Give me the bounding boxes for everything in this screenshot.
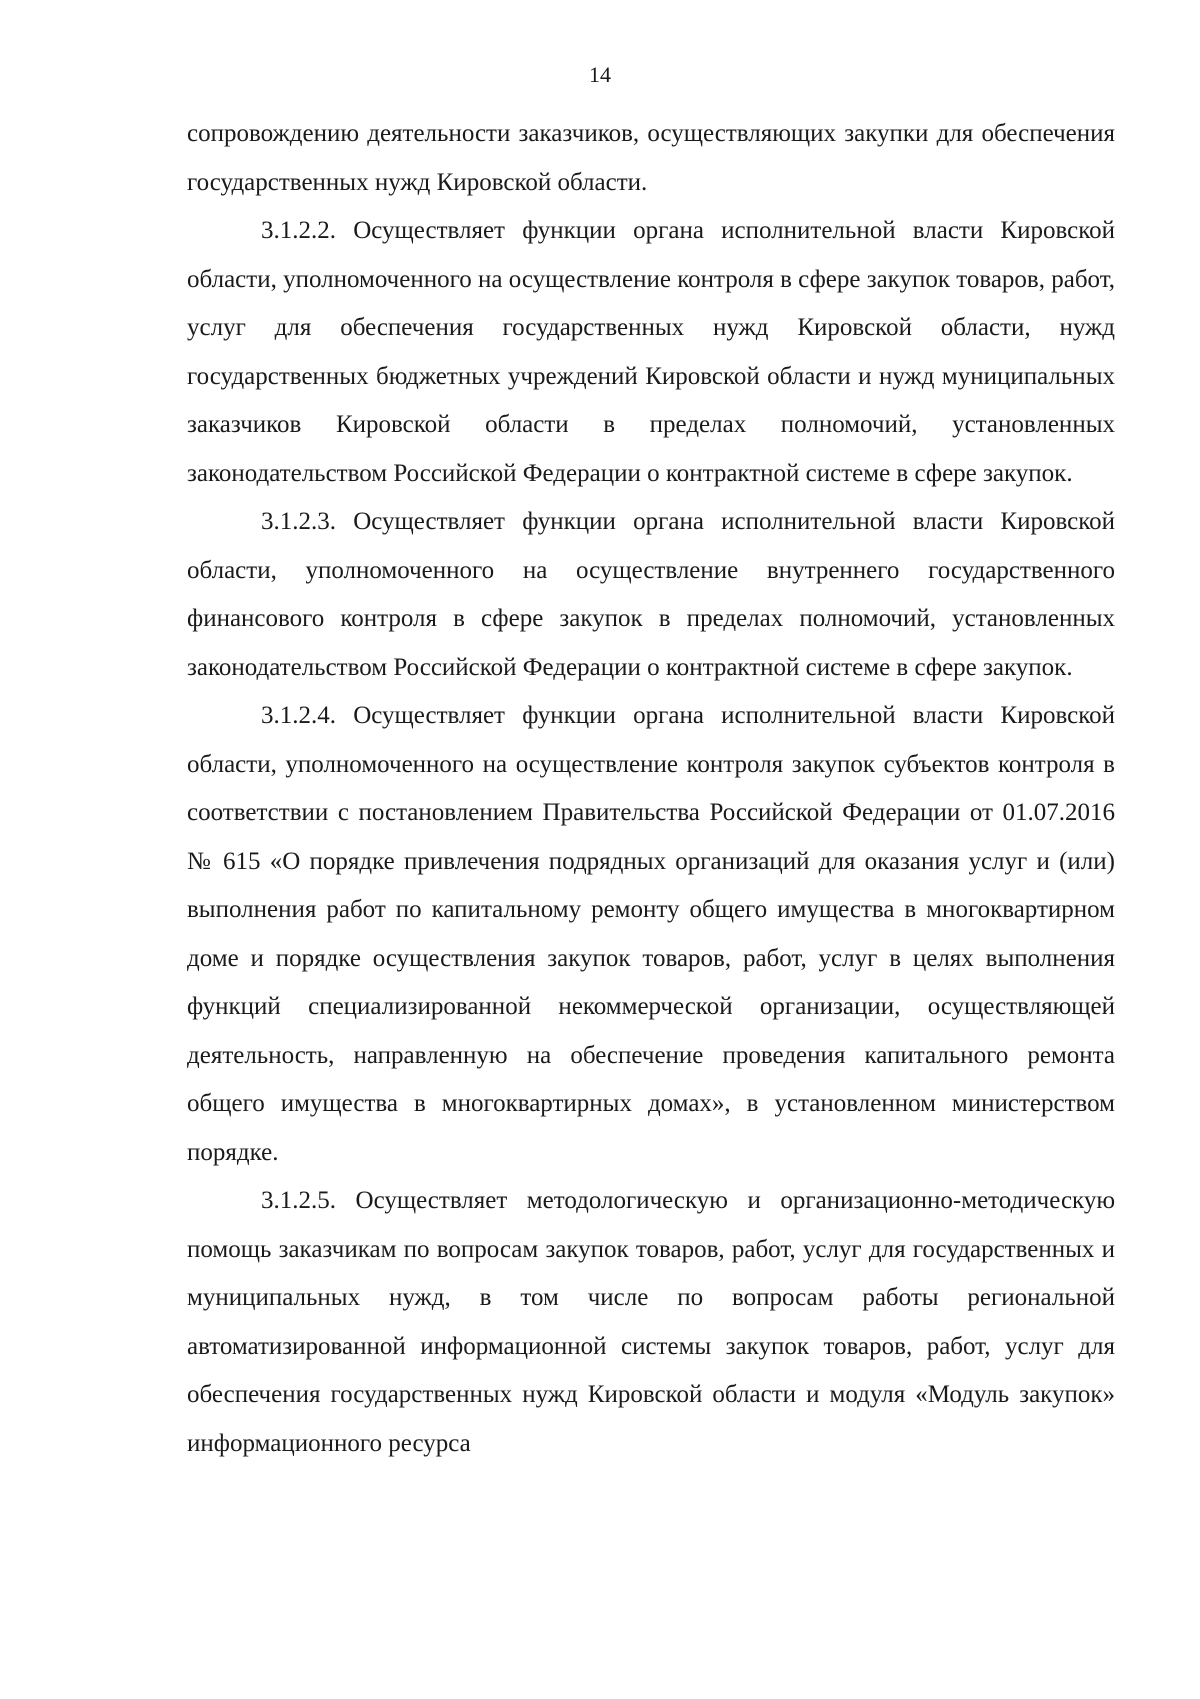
paragraph-text: Осуществляет функции органа исполнительной власти Кировской области, уполномоченного на осуществление внутреннего государственного финансового контроля в сфере закупок в пределах полномочий, установленных законодательством Российской Федерации о контрактной системе в сфере закупок. [187, 508, 1115, 681]
paragraph-3-1-2-5 [187, 1177, 1115, 1468]
paragraph-text: Осуществляет функции органа исполнительной власти Кировской области, уполномоченного на осуществление контроля закупок субъектов контроля в соответствии с постановлением Правительства Российской Федерации от 01.07.2016 № 615 «О порядке привлечения подрядных организаций для оказания услуг и (или) выполнения работ по капитальному ремонту общего имущества в многоквартирном доме и порядке осуществления закупок товаров, работ, услуг в целях выполнения функций специализированной некоммерческой организации, осуществляющей деятельность, направленную на обеспечение проведения капитального ремонта общего имущества в многоквартирных домах», в установленном министерством порядке. [187, 702, 1115, 1166]
paragraph-number: 3.1.2.5. [261, 1187, 336, 1214]
paragraph-3-1-2-4 [187, 692, 1115, 1177]
paragraph-text: сопровождению деятельности заказчиков, осуществляющих закупки для обеспечения государственных нужд Кировской области. [187, 120, 1115, 196]
document-body [187, 110, 1115, 1468]
paragraph-text: Осуществляет методологическую и организационно-методическую помощь заказчикам по вопросам закупок товаров, работ, услуг для государственных и муниципальных нужд, в том числе по вопросам работы региональной автоматизированной информационной системы закупок товаров, работ, услуг для обеспечения государственных нужд Кировской области и модуля «Модуль закупок» информационного ресурса [187, 1187, 1116, 1457]
paragraph-3-1-2-3 [187, 498, 1115, 692]
paragraph-number: 3.1.2.2. [261, 217, 336, 244]
paragraph-number: 3.1.2.4. [261, 702, 336, 729]
paragraph-number: 3.1.2.3. [261, 508, 336, 535]
page-number: 14 [589, 62, 611, 87]
paragraph-3-1-2-2 [187, 207, 1115, 498]
paragraph-continuation [187, 110, 1115, 207]
paragraph-text: Осуществляет функции органа исполнительной власти Кировской области, уполномоченного на осуществление контроля в сфере закупок товаров, работ, услуг для обеспечения государственных нужд Кировской области, нужд государственных бюджетных учреждений Кировской области и нужд муниципальных заказчиков Кировской области в пределах полномочий, установленных законодательством Российской Федерации о контрактной системе в сфере закупок. [187, 217, 1116, 487]
